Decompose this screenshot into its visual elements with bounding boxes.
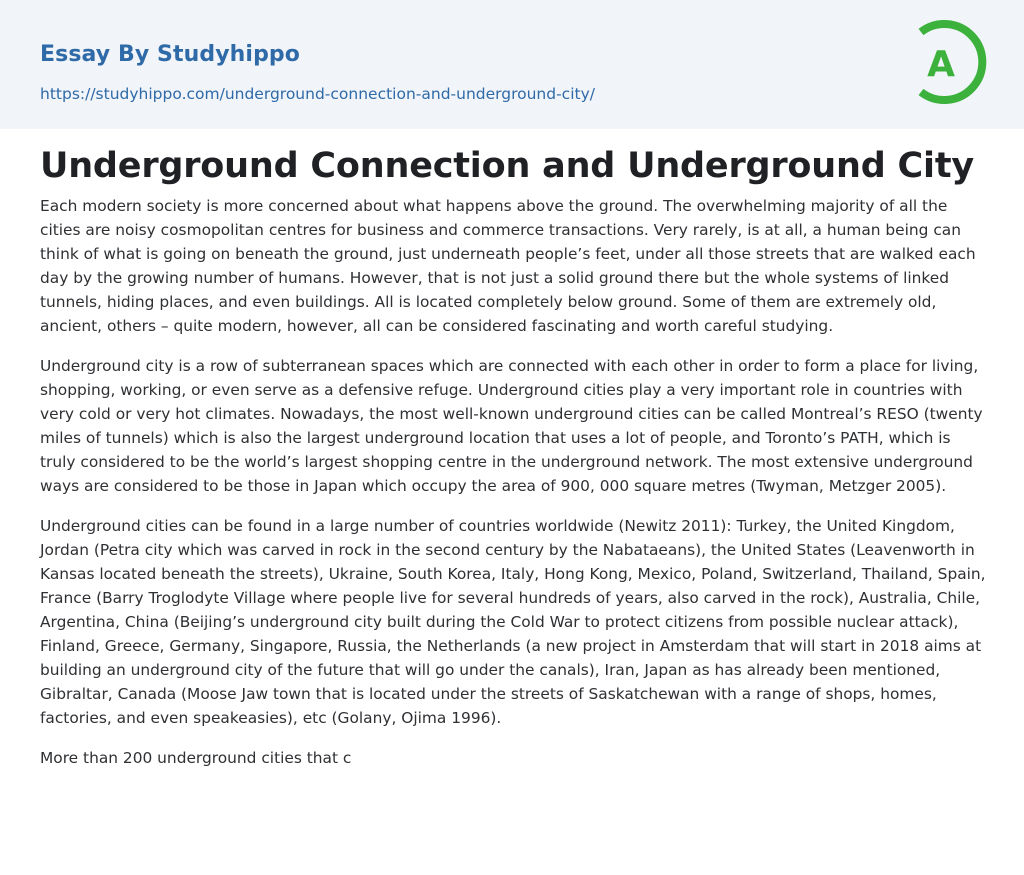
essay-paragraph: Underground cities can be found in a large number of countries worldwide (Newitz 2011): Turkey, the United Kingdom, Jordan (Petra city which was carved in rock in the second century by the Nabataeans), the United States (Leavenworth in Kansas located beneath the streets), Ukraine, South Korea, Italy, Hong Kong, Mexico, Poland, Switzerland, Thailand, Spain, France (Barry Troglodyte Village where people live for several hundreds of years, also carved in the rock), Australia, Chile, Argentina, China (Beijing’s underground city built during the Cold War to protect citizens from possible nuclear attack), Finland, Greece, Germany, Singapore, Russia, the Netherlands (a new project in Amsterdam that will start in 2018 aims at building an underground city of the future that will go under the canals), Iran, Japan as has already been mentioned, Gibraltar, Canada (Moose Jaw town that is located under the streets of Saskatchewan with a range of shops, homes, factories, and even speakeasies), etc (Golany, Ojima 1996). <box>40 517 986 727</box>
page-title: Underground Connection and Underground City <box>40 146 974 186</box>
site-brand[interactable]: Essay By Studyhippo <box>40 42 300 67</box>
page-url-link[interactable]: https://studyhippo.com/underground-connection-and-underground-city/ <box>40 85 595 103</box>
essay-paragraph-truncated: More than 200 underground cities that c <box>40 749 352 767</box>
essay-paragraph: Each modern society is more concerned about what happens above the ground. The overwhelming majority of all the cities are noisy cosmopolitan centres for business and commerce transactions. Very rarely, is at all, a human being can think of what is going on beneath the ground, just underneath people’s feet, under all those streets that are walked each day by the growing number of humans. However, that is not just a solid ground there but the whole systems of linked tunnels, hiding places, and even buildings. All is located completely below ground. Some of them are extremely old, ancient, others – quite modern, however, all can be considered fascinating and worth careful studying. <box>40 197 976 335</box>
essay-body <box>40 194 986 786</box>
essay-paragraph: Underground city is a row of subterranean spaces which are connected with each other in order to form a place for living, shopping, working, or even serve as a defensive refuge. Underground cities play a very important role in countries with very cold or very hot climates. Nowadays, the most well-known underground cities can be called Montreal’s RESO (twenty miles of tunnels) which is also the largest underground location that uses a lot of people, and Toronto’s PATH, which is truly considered to be the world’s largest shopping centre in the underground network. The most extensive underground ways are considered to be those in Japan which occupy the area of 900, 000 square metres (Twyman, Metzger 2005). <box>40 357 983 495</box>
logo-letter: A <box>927 44 955 85</box>
